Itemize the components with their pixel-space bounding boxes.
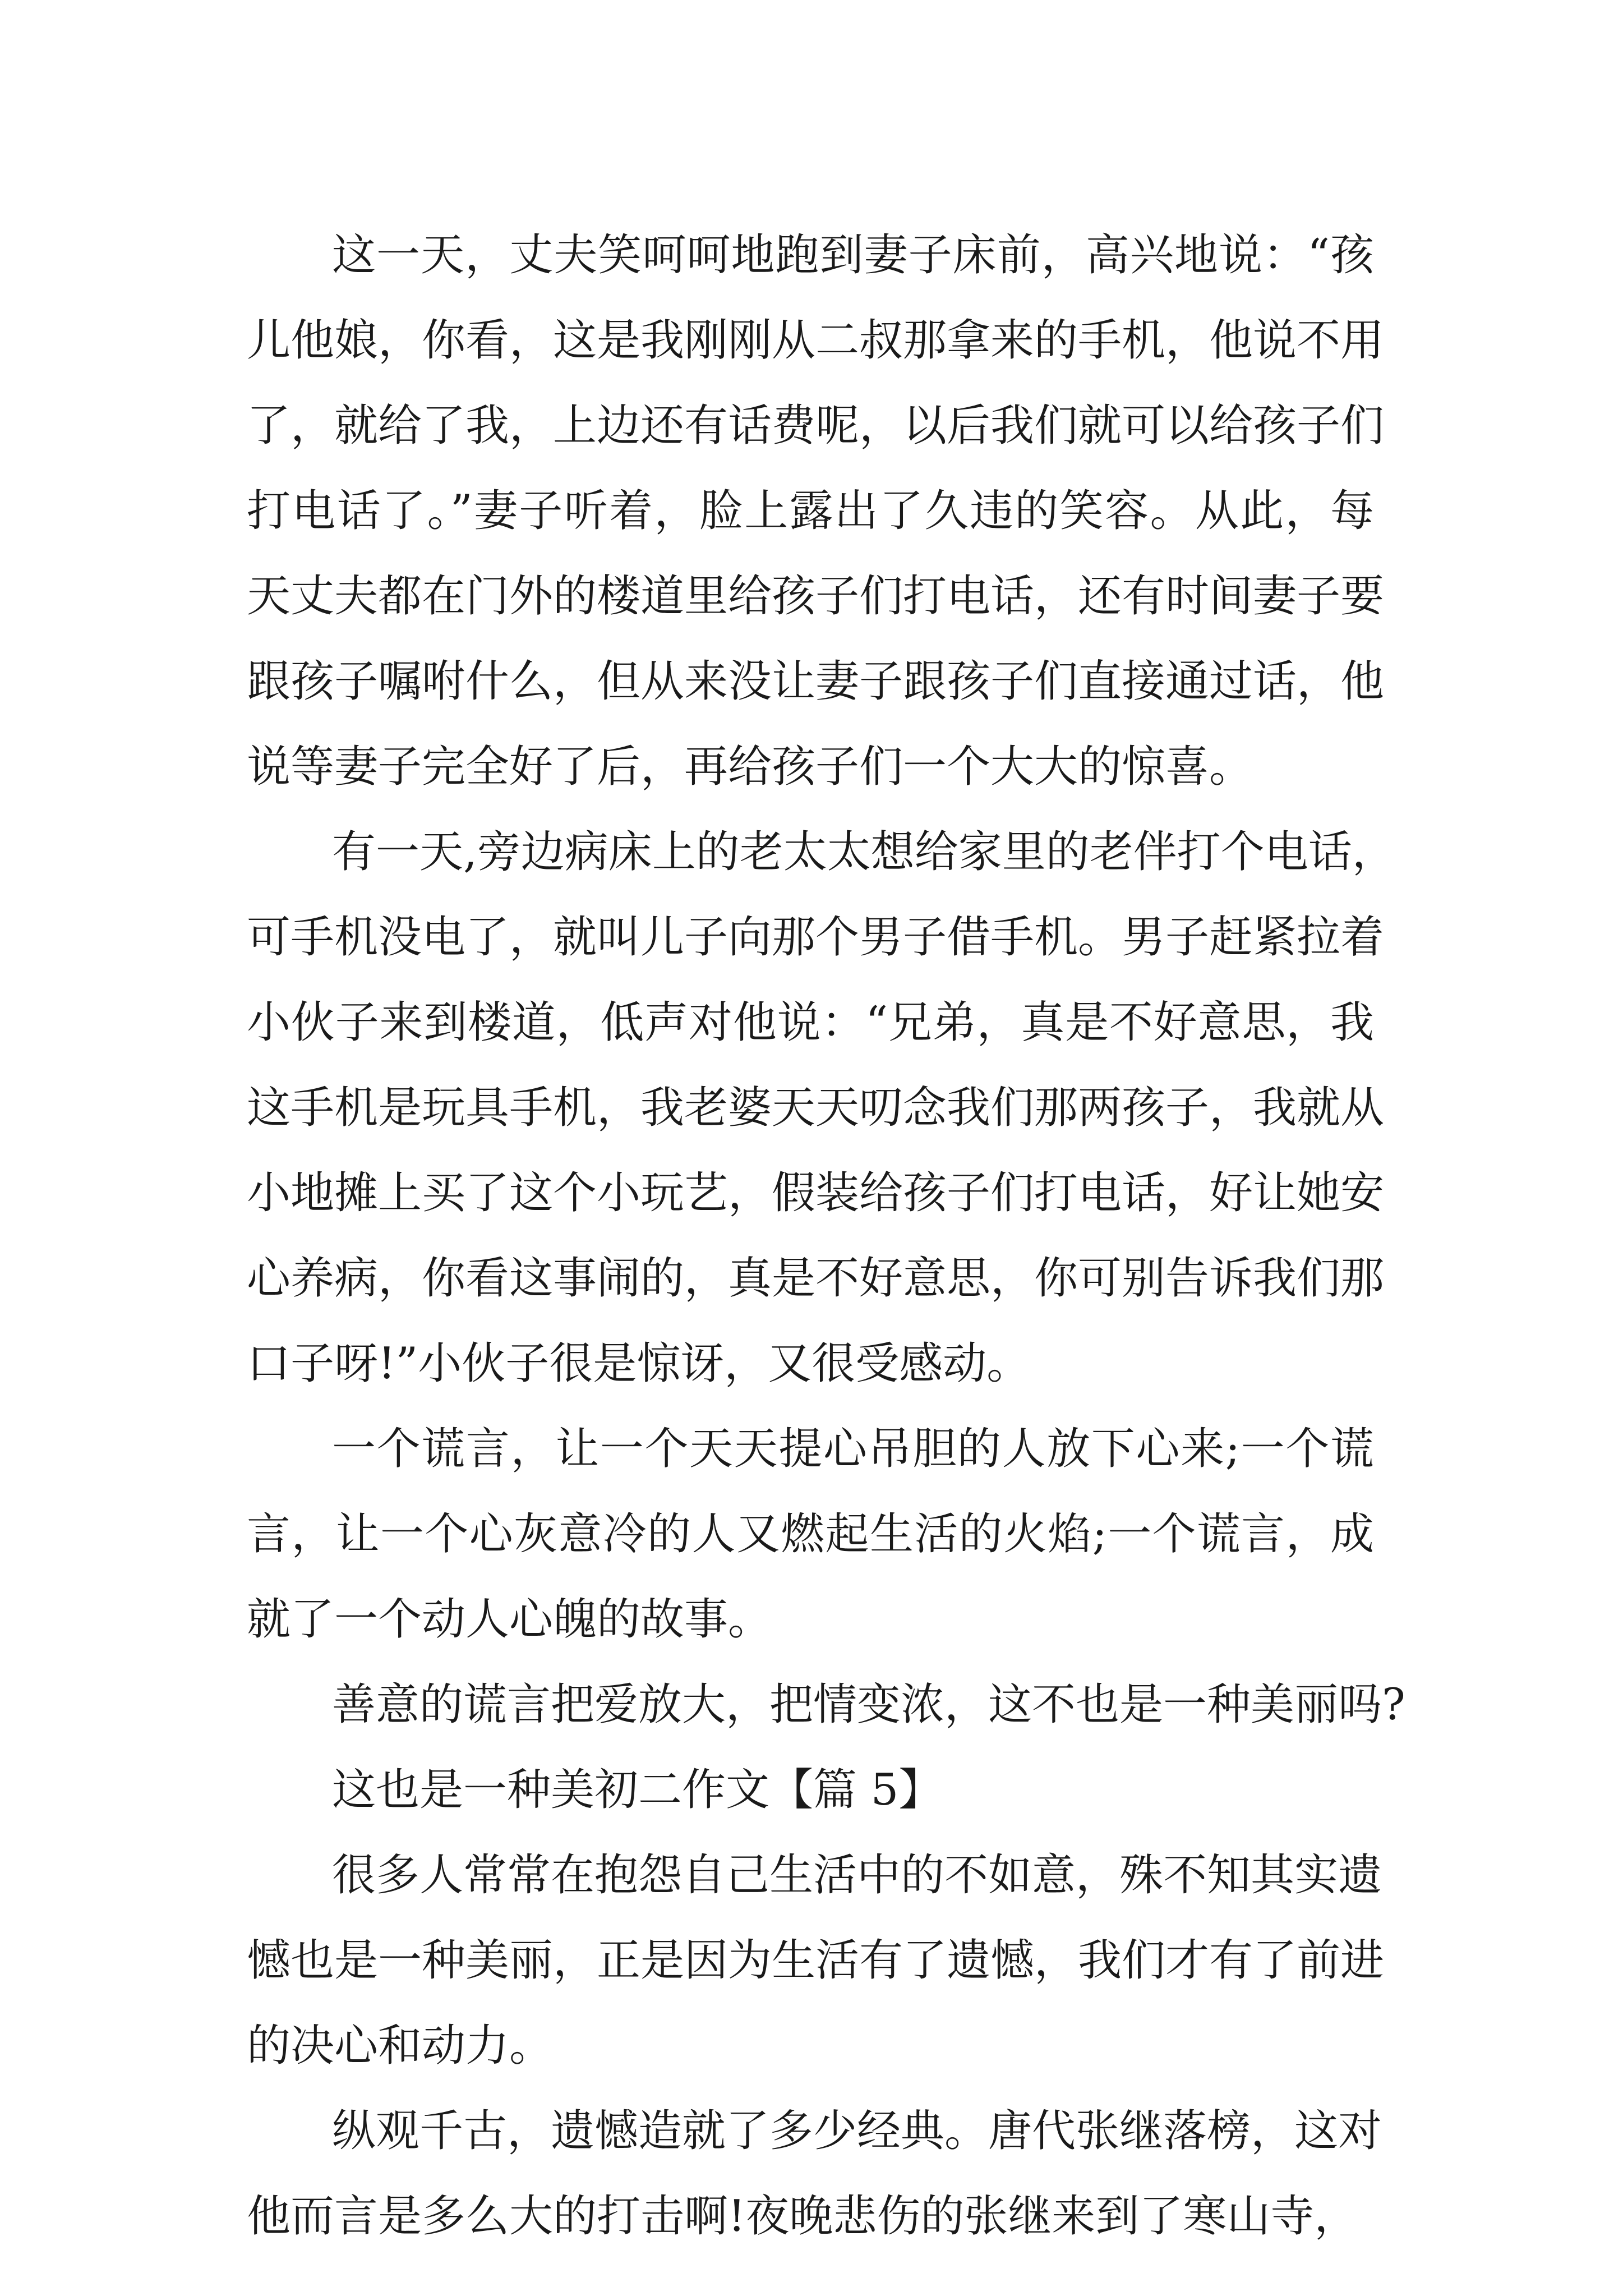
text-line: 跟孩子嘱咐什么，但从来没让妻子跟孩子们直接通过话，他 <box>247 656 1385 707</box>
text-line: 儿他娘，你看，这是我刚刚从二叔那拿来的手机，他说不用 <box>247 315 1385 366</box>
text-line: 可手机没电了，就叫儿子向那个男子借手机。男子赶紧拉着 <box>247 912 1385 963</box>
text-line: 很多人常常在抱怨自己生活中的不如意，殊不知其实遗 <box>332 1850 1382 1901</box>
text-line: 有一天,旁边病床上的老太太想给家里的老伴打个电话， <box>332 827 1396 877</box>
text-line: 打电话了。”妻子听着，脸上露出了久违的笑容。从此，每 <box>247 486 1374 536</box>
text-line: 的决心和动力。 <box>247 2021 554 2071</box>
section-heading: 这也是一种美初二作文【篇 5】 <box>332 1765 943 1815</box>
text-line: 善意的谎言把爱放大，把情变浓，这不也是一种美丽吗? <box>332 1680 1405 1730</box>
text-line: 这一天，丈夫笑呵呵地跑到妻子床前，高兴地说：“孩 <box>332 230 1374 280</box>
text-line: 这手机是玩具手机，我老婆天天叨念我们那两孩子，我就从 <box>247 1083 1385 1133</box>
text-line: 一个谎言，让一个天天提心吊胆的人放下心来;一个谎 <box>332 1424 1374 1474</box>
text-line: 了，就给了我，上边还有话费呢，以后我们就可以给孩子们 <box>247 401 1385 451</box>
text-line: 言，让一个心灰意冷的人又燃起生活的火焰;一个谎言，成 <box>247 1509 1374 1559</box>
text-line: 他而言是多么大的打击啊!夜晚悲伤的张继来到了寒山寺， <box>247 2191 1358 2242</box>
text-line: 憾也是一种美丽，正是因为生活有了遗憾，我们才有了前进 <box>247 1935 1385 1986</box>
text-line: 口子呀!”小伙子很是惊讶，又很受感动。 <box>247 1338 1031 1389</box>
text-line: 心养病，你看这事闹的，真是不好意思，你可别告诉我们那 <box>247 1253 1385 1304</box>
text-line: 天丈夫都在门外的楼道里给孩子们打电话，还有时间妻子要 <box>247 571 1385 622</box>
text-line: 小伙子来到楼道，低声对他说：“兄弟，真是不好意思，我 <box>247 997 1374 1048</box>
text-line: 就了一个动人心魄的故事。 <box>247 1594 772 1645</box>
text-line: 说等妻子完全好了后，再给孩子们一个大大的惊喜。 <box>247 742 1253 792</box>
text-line: 纵观千古，遗憾造就了多少经典。唐代张继落榜，这对 <box>332 2106 1382 2156</box>
text-line: 小地摊上买了这个小玩艺，假装给孩子们打电话，好让她安 <box>247 1168 1385 1218</box>
